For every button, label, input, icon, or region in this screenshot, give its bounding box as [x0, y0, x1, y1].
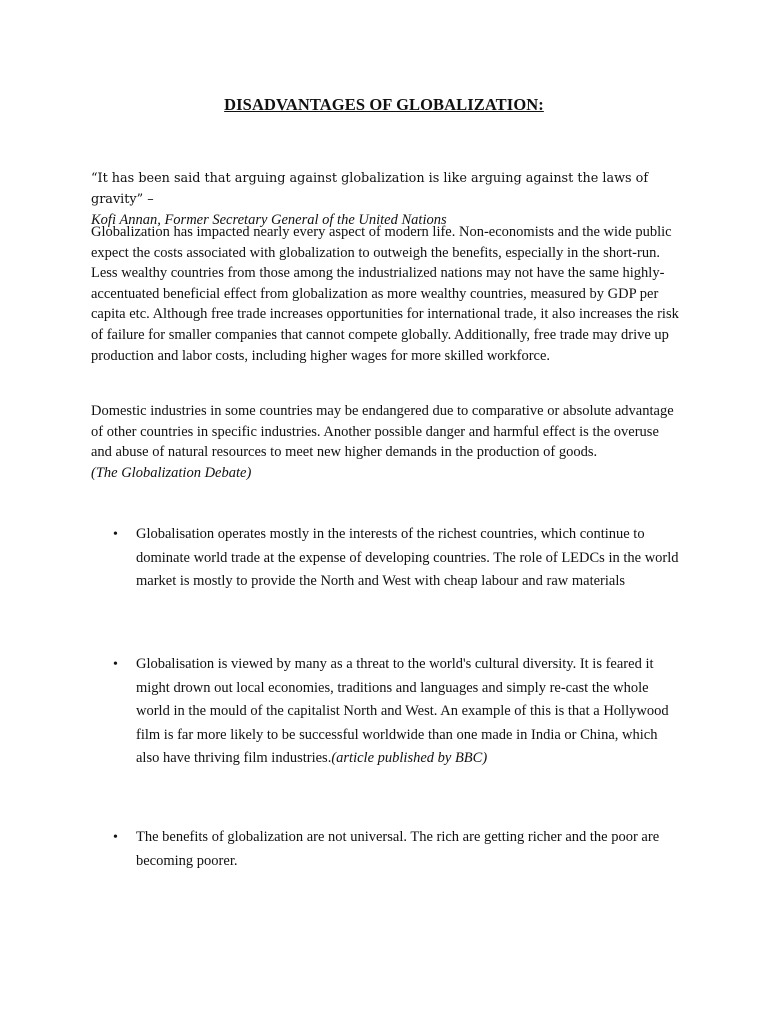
- bullet-item: [113, 523, 683, 594]
- bullet-text: [136, 826, 683, 873]
- bullet-item: [113, 826, 683, 873]
- paragraph-domestic-industries: [91, 401, 681, 483]
- bullet-body: Globalisation operates mostly in the interests of the richest countries, which continue to dominate world trade at the expense of developing countries. The role of LEDCs in the world market is mostly to provide the North and West with cheap labour and raw materials: [136, 526, 679, 589]
- bullet-text: [136, 523, 683, 594]
- opening-quote: [91, 168, 691, 230]
- source-citation: (The Globalization Debate): [91, 464, 252, 481]
- bullet-body: The benefits of globalization are not universal. The rich are getting richer and the poor are becoming poorer.: [136, 829, 660, 869]
- bullet-citation: (article published by BBC): [331, 750, 488, 766]
- bullet-body: Globalisation is viewed by many as a threat to the world's cultural diversity. It is feared it might drown out local economies, traditions and languages and simply re-cast the whole world in the mould of the capitalist North and West. An example of this is that a Hollywood film is far more likely to be successful worldwide than one made in India or China, which also have thriving film industries.: [136, 656, 669, 766]
- quote-author: Kofi Annan, Former Secretary General of the United Nations: [91, 212, 447, 228]
- bullet-dot-icon: •: [113, 527, 118, 542]
- paragraph-domestic-text: Domestic industries in some countries may be endangered due to comparative or absolute advantage of other countries in specific industries. Another possible danger and harmful effect is the overuse and abuse of natural resources to meet new higher demands in the production of goods.: [91, 403, 674, 461]
- bullet-text: [136, 653, 683, 771]
- paragraph-costs: Globalization has impacted nearly every aspect of modern life. Non-economists and the wide public expect the costs associated with globalization to outweigh the benefits, especially in the short-run. Less wealthy countries from those among the industrialized nations may not have the same highly-accentuated beneficial effect from globalization as more wealthy countries, measured by GDP per capita etc. Although free trade increases opportunities for international trade, it also increases the risk of failure for smaller companies that cannot compete globally. Additionally, free trade may drive up production and labor costs, including higher wages for more skilled workforce.: [91, 224, 679, 364]
- bullet-item: [113, 653, 683, 771]
- bullet-dot-icon: •: [113, 830, 118, 845]
- document-title: DISADVANTAGES OF GLOBALIZATION:: [224, 95, 544, 114]
- quote-text: “It has been said that arguing against globalization is like arguing against the laws of gravity” –: [91, 171, 649, 207]
- bullet-dot-icon: •: [113, 657, 118, 672]
